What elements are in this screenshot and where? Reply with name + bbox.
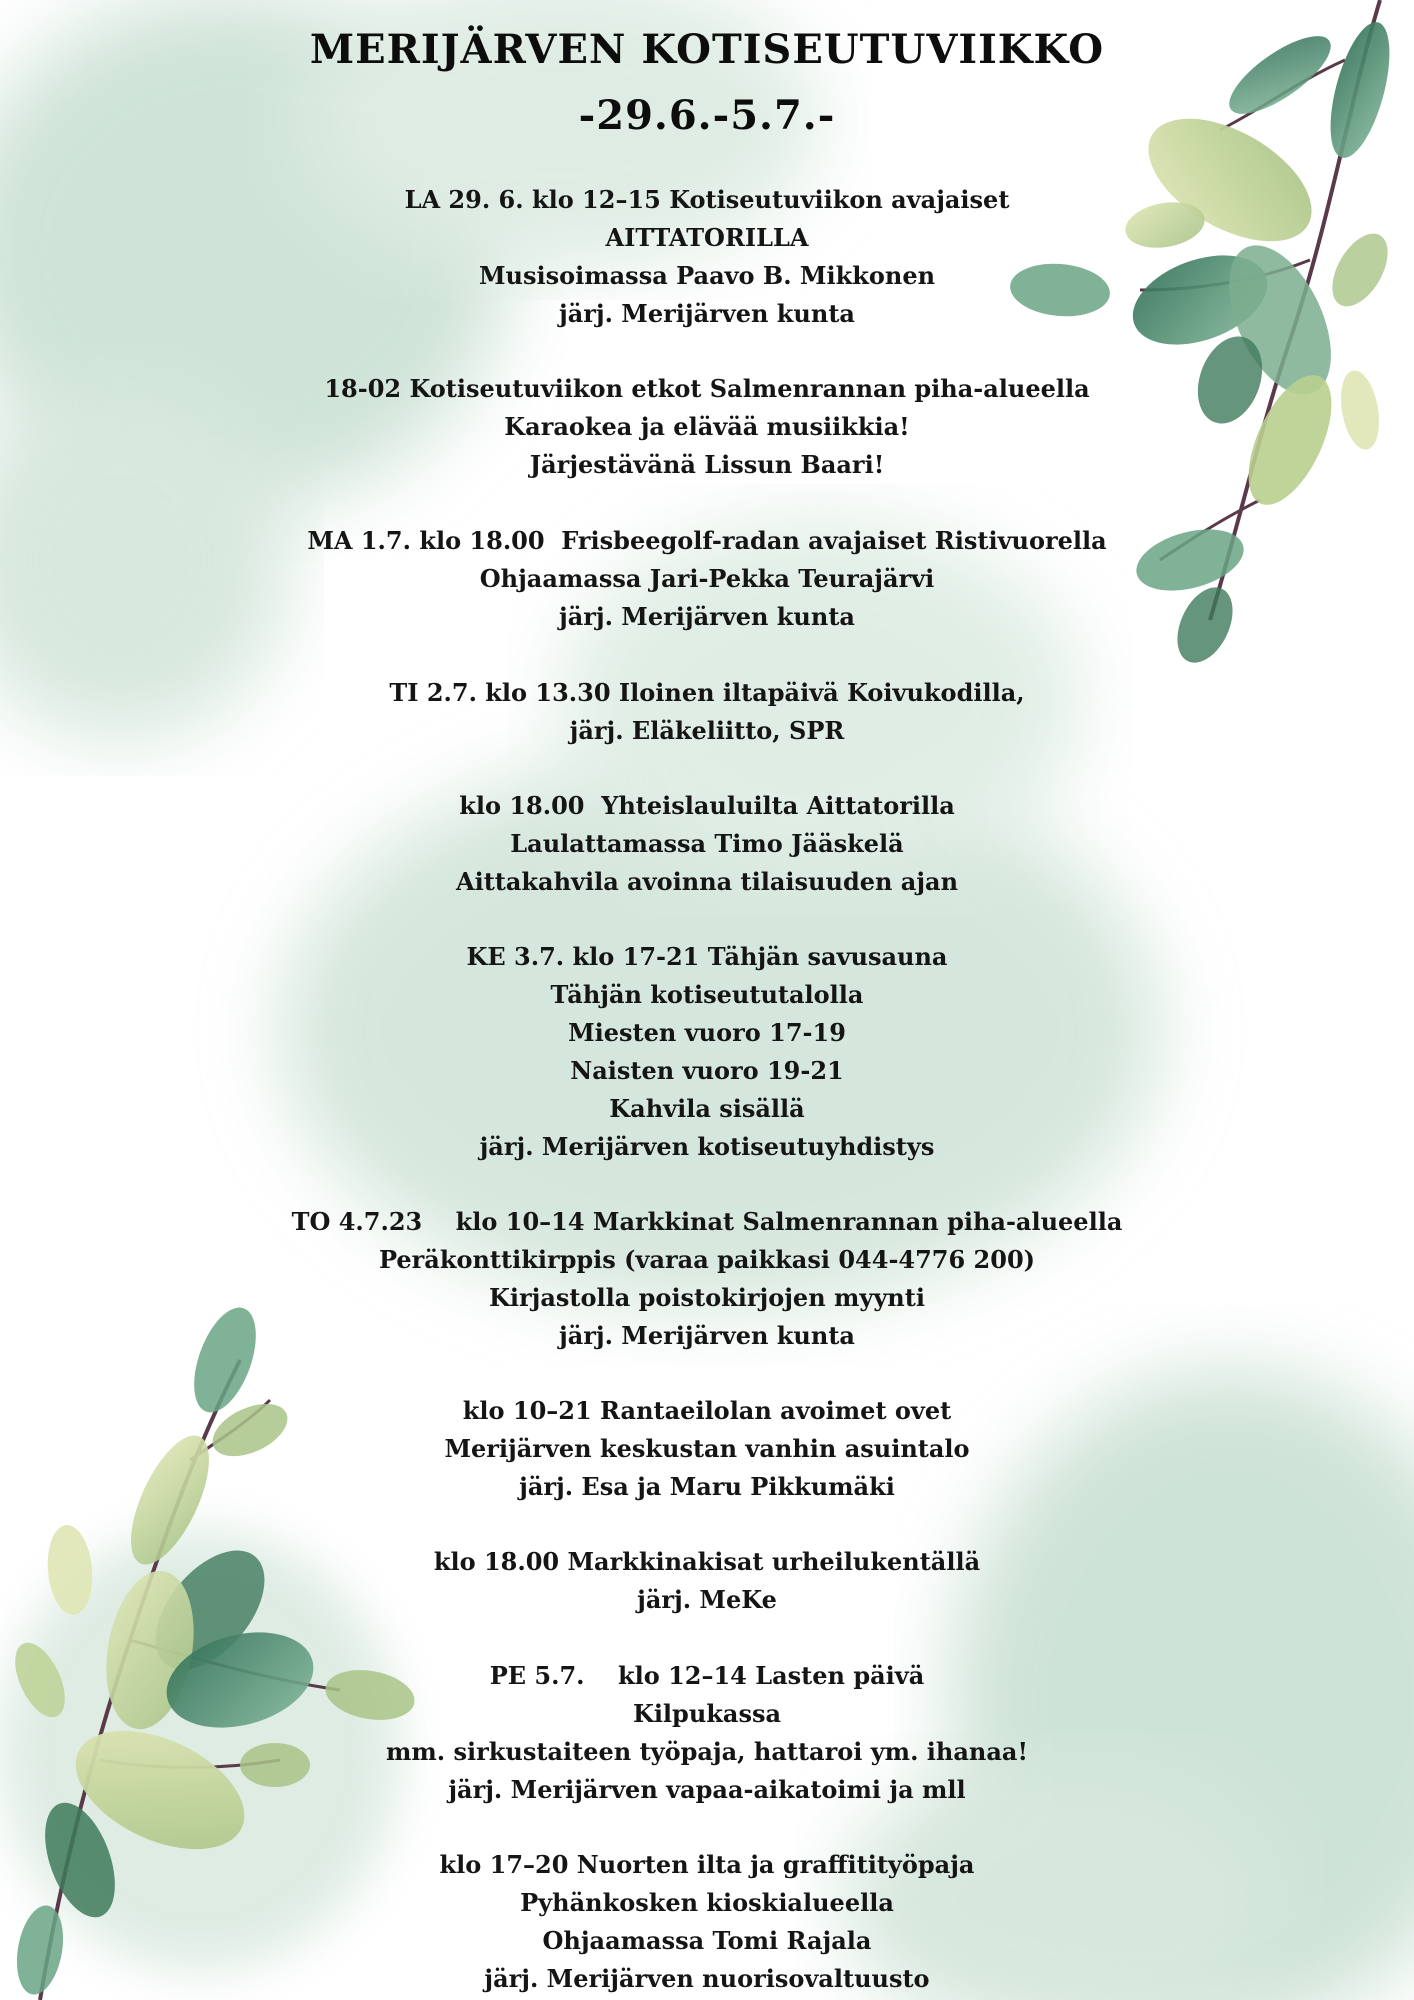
event-line: mm. sirkustaiteen työpaja, hattaroi ym. ihanaa! (386, 1737, 1028, 1766)
event-line: järj. Eläkeliitto, SPR (569, 716, 845, 745)
event-line: Kahvila sisällä (609, 1094, 805, 1123)
event-line: Naisten vuoro 19-21 (570, 1056, 844, 1085)
event-line: järj. MeKe (637, 1585, 777, 1614)
event-line: TI 2.7. klo 13.30 Iloinen iltapäivä Koivukodilla, (389, 678, 1025, 707)
event-line: Miesten vuoro 17-19 (568, 1018, 846, 1047)
event-line: Kirjastolla poistokirjojen myynti (489, 1283, 925, 1312)
event-line: klo 18.00 Yhteislauluilta Aittatorilla (459, 791, 955, 820)
event-line: järj. Merijärven vapaa-aikatoimi ja mll (448, 1775, 966, 1804)
event-line: MA 1.7. klo 18.00 Frisbeegolf-radan avajaiset Ristivuorella (307, 526, 1107, 555)
event-line: järj. Esa ja Maru Pikkumäki (519, 1472, 895, 1501)
event-line: klo 10–21 Rantaeilolan avoimet ovet (462, 1396, 952, 1425)
event-line: Kilpukassa (632, 1699, 782, 1728)
event-line: PE 5.7. klo 12–14 Lasten päivä (489, 1661, 925, 1690)
event-line: järj. Merijärven nuorisovaltuusto (484, 1964, 930, 1993)
event-line: järj. Merijärven kotiseutuyhdistys (479, 1132, 935, 1161)
event-line: Laulattamassa Timo Jääskelä (510, 829, 904, 858)
event-line: järj. Merijärven kunta (559, 602, 855, 631)
event-line: Aittakahvila avoinna tilaisuuden ajan (455, 867, 959, 896)
event-line: Musisoimassa Paavo B. Mikkonen (478, 261, 936, 290)
poster-dates: -29.6.-5.7.- (578, 92, 836, 139)
event-line: KE 3.7. klo 17-21 Tähjän savusauna (466, 942, 948, 971)
event-line: TO 4.7.23 klo 10–14 Markkinat Salmenrannan piha-alueella (291, 1207, 1123, 1236)
event-line: Pyhänkosken kioskialueella (520, 1888, 894, 1917)
event-line: klo 17–20 Nuorten ilta ja graffitityöpaja (439, 1850, 975, 1879)
event-line: Tähjän kotiseututalolla (550, 980, 864, 1009)
event-line: Ohjaamassa Jari-Pekka Teurajärvi (479, 564, 935, 593)
event-line: Karaokea ja elävää musiikkia! (504, 412, 910, 441)
event-line: Ohjaamassa Tomi Rajala (542, 1926, 872, 1955)
event-line: 18-02 Kotiseutuviikon etkot Salmenrannan piha-alueella (324, 374, 1090, 403)
event-line: Merijärven keskustan vanhin asuintalo (444, 1434, 970, 1463)
event-line: klo 18.00 Markkinakisat urheilukentällä (433, 1547, 981, 1576)
event-line: järj. Merijärven kunta (559, 1321, 855, 1350)
event-line: järj. Merijärven kunta (559, 299, 855, 328)
event-line: LA 29. 6. klo 12–15 Kotiseutuviikon avajaiset (404, 185, 1010, 214)
event-line: AITTATORILLA (605, 223, 809, 252)
poster-title: MERIJÄRVEN KOTISEUTUVIIKKO (309, 26, 1105, 73)
event-line: Järjestävänä Lissun Baari! (529, 450, 885, 479)
event-line: Peräkonttikirppis (varaa paikkasi 044-4776 200) (378, 1245, 1036, 1274)
